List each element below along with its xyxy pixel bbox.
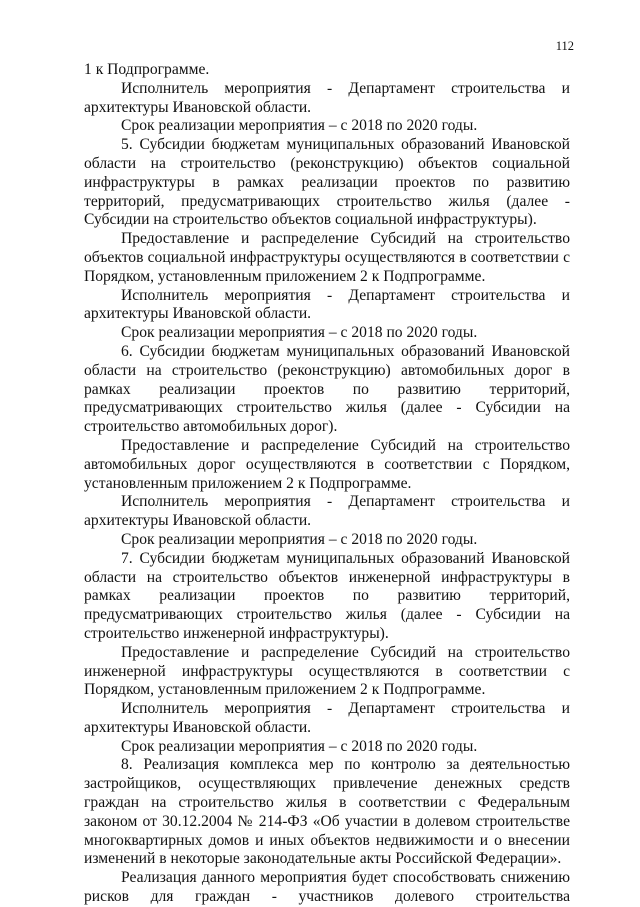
paragraph: Срок реализации мероприятия – с 2018 по 2020 годы.: [121, 324, 478, 342]
paragraph: Исполнитель мероприятия - Департамент строительства и архитектуры Ивановской области.: [84, 79, 570, 116]
paragraph: Исполнитель мероприятия - Департамент строительства и архитектуры Ивановской области.: [84, 493, 570, 530]
paragraph: Исполнитель мероприятия - Департамент строительства и архитектуры Ивановской области.: [84, 286, 570, 323]
paragraph: Исполнитель мероприятия - Департамент строительства и архитектуры Ивановской области.: [84, 700, 570, 736]
page-number: 112: [555, 39, 574, 53]
paragraph: 8. Реализация комплекса мер по контролю за деятельностью застройщиков, осуществляющих привлечение денежных средств граждан на строительство жилья в соответствии с Федеральным законом от 30.12.2004 № 214-ФЗ «Об участии в долевом строительстве многоквартирных домов и иных объектов недвижимости и о внесении изменений в некоторые законодательные акты Российской Федерации».: [84, 756, 570, 868]
document-body: [84, 61, 570, 907]
paragraph: Реализация данного мероприятия будет способствовать снижению рисков для граждан - участников долевого строительства: [84, 869, 570, 906]
paragraph: 6. Субсидии бюджетам муниципальных образований Ивановской области на строительство (реконструкцию) автомобильных дорог в рамках реализации проектов по развитию территорий, предусматривающих строительство жилья (далее - Субсидии на строительство автомобильных дорог).: [84, 342, 570, 436]
paragraph: 1 к Подпрограмме.: [84, 61, 210, 78]
paragraph: 7. Субсидии бюджетам муниципальных образований Ивановской области на строительство объектов инженерной инфраструктуры в рамках реализации проектов по развитию территорий, предусматривающих строительство жилья (далее - Субсидии на строительство инженерной инфраструктуры).: [84, 549, 570, 642]
paragraph: Предоставление и распределение Субсидий на строительство объектов социальной инфраструктуры осуществляются в соответствии с Порядком, установленным приложением 2 к Подпрограмме.: [84, 230, 570, 285]
paragraph: Предоставление и распределение Субсидий на строительство инженерной инфраструктуры осуществляются в соответствии с Порядком, установленным приложением 2 к Подпрограмме.: [84, 643, 570, 699]
paragraph: Срок реализации мероприятия – с 2018 по 2020 годы.: [121, 117, 478, 135]
paragraph: Срок реализации мероприятия – с 2018 по 2020 годы.: [121, 737, 478, 755]
paragraph: Срок реализации мероприятия – с 2018 по 2020 годы.: [121, 530, 478, 548]
paragraph: 5. Субсидии бюджетам муниципальных образований Ивановской области на строительство (реконструкцию) объектов социальной инфраструктуры в рамках реализации проектов по развитию территорий, предусматривающих строительство жилья (далее - Субсидии на строительство объектов социальной инфраструктуры).: [84, 136, 570, 229]
paragraph: Предоставление и распределение Субсидий на строительство автомобильных дорог осуществляются в соответствии с Порядком, установленным приложением 2 к Подпрограмме.: [84, 436, 570, 492]
